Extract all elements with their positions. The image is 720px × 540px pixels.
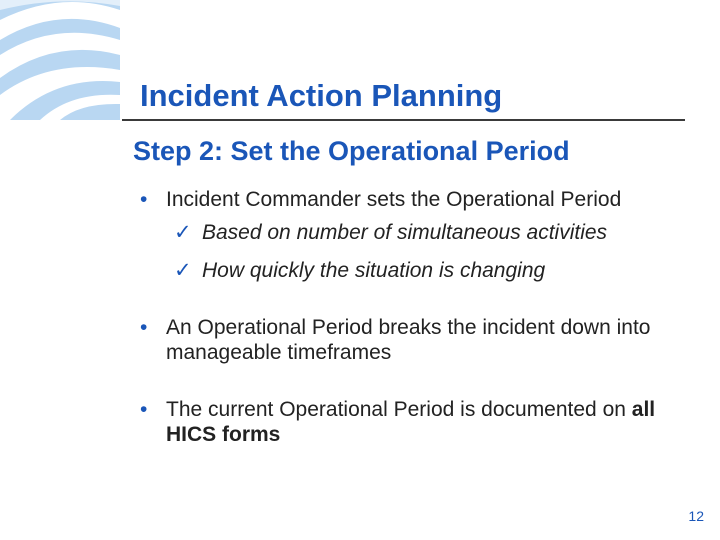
check-item-text: Based on number of simultaneous activities	[202, 221, 608, 244]
bullet-dot-icon: •	[140, 188, 148, 211]
bullet-dot-icon: •	[140, 316, 148, 339]
slide-body	[140, 187, 700, 447]
bullet-item	[140, 187, 700, 212]
slide-title: Incident Action Planning	[140, 78, 503, 113]
check-item	[166, 258, 700, 283]
curved-stripes-logo-icon	[0, 0, 120, 120]
bullet-item	[140, 397, 700, 447]
bullet-text: Incident Commander sets the Operational Period	[166, 188, 622, 211]
bullet-item	[140, 315, 700, 365]
slide-subtitle: Step 2: Set the Operational Period	[133, 136, 570, 166]
check-mark-icon: ✓	[174, 221, 192, 244]
check-item	[166, 220, 700, 245]
spacer	[140, 283, 700, 315]
bullet-text-bold: all HICS forms	[166, 398, 656, 446]
check-mark-icon: ✓	[174, 259, 192, 282]
title-divider	[122, 119, 685, 121]
spacer	[140, 365, 700, 397]
bullet-text: An Operational Period breaks the incident down into manageable timeframes	[166, 316, 651, 364]
bullet-dot-icon: •	[140, 398, 148, 421]
check-item-text: How quickly the situation is changing	[202, 259, 546, 282]
page-number: 12	[688, 508, 704, 524]
bullet-text-prefix: The current Operational Period is documented on	[166, 398, 632, 421]
